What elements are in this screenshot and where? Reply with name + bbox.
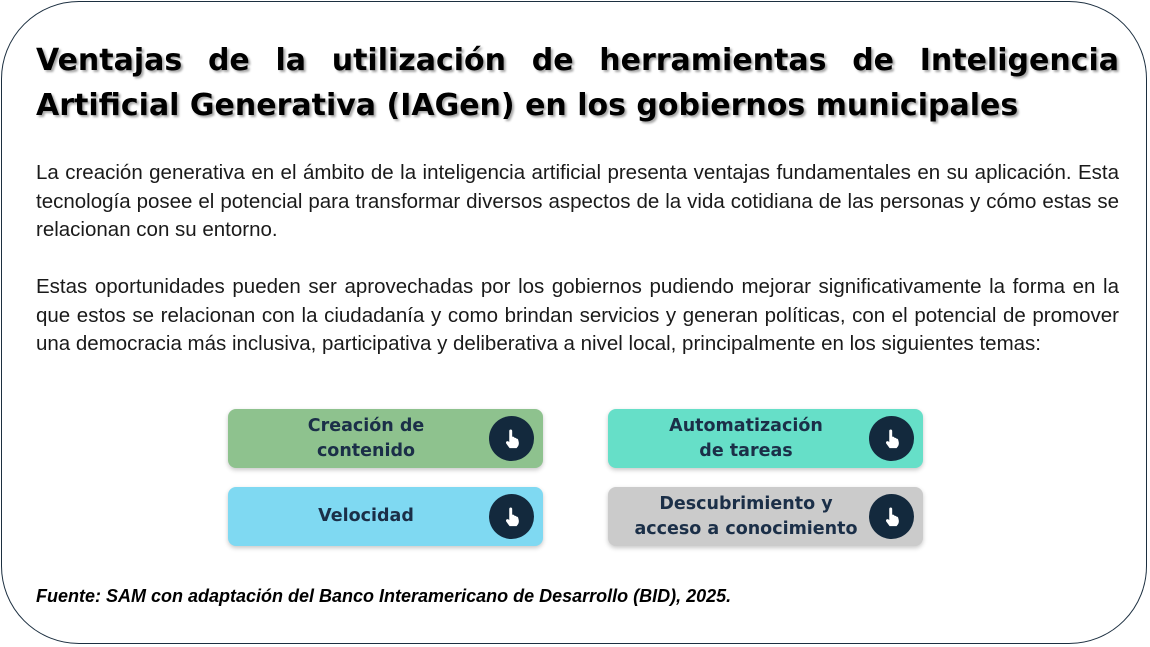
opportunities-paragraph: Estas oportunidades pueden ser aprovechadas por los gobiernos pudiendo mejorar significativamente la forma en la que estos se relacionan con la ciudadanía y como brindan servicios y generan políticas, con el potencial de promover una democracia más inclusiva, participativa y deliberativa a nivel local, principalmente en los siguientes temas: (36, 275, 1119, 355)
content-frame (1, 1, 1147, 644)
tile-descubrimiento-y-acceso[interactable] (608, 487, 923, 546)
tile-creacion-de-contenido[interactable] (228, 409, 543, 468)
tile-label: Creación de contenido (307, 415, 425, 461)
pointer-hand-icon[interactable] (489, 416, 534, 461)
intro-paragraph: La creación generativa en el ámbito de la inteligencia artificial presenta ventajas fundamentales en su aplicación. Esta tecnología posee el potencial para transformar diversos aspectos de la vida cotidiana de las personas y cómo estas se relacionan con su entorno. (36, 161, 1119, 241)
tile-label: Velocidad (318, 506, 414, 526)
pointer-hand-icon[interactable] (869, 494, 914, 539)
pointer-hand-icon[interactable] (489, 494, 534, 539)
source-citation: Fuente: SAM con adaptación del Banco Interamericano de Desarrollo (BID), 2025. (36, 586, 732, 606)
page-title: Ventajas de la utilización de herramientas de Inteligencia Artificial Generativa (IAGen) en los gobiernos municipales (36, 43, 1119, 123)
tile-velocidad[interactable] (228, 487, 543, 546)
tile-automatizacion-de-tareas[interactable] (608, 409, 923, 468)
tile-label: Automatización de tareas (669, 415, 823, 461)
tile-label: Descubrimiento y acceso a conocimiento (634, 493, 858, 539)
pointer-hand-icon[interactable] (869, 416, 914, 461)
